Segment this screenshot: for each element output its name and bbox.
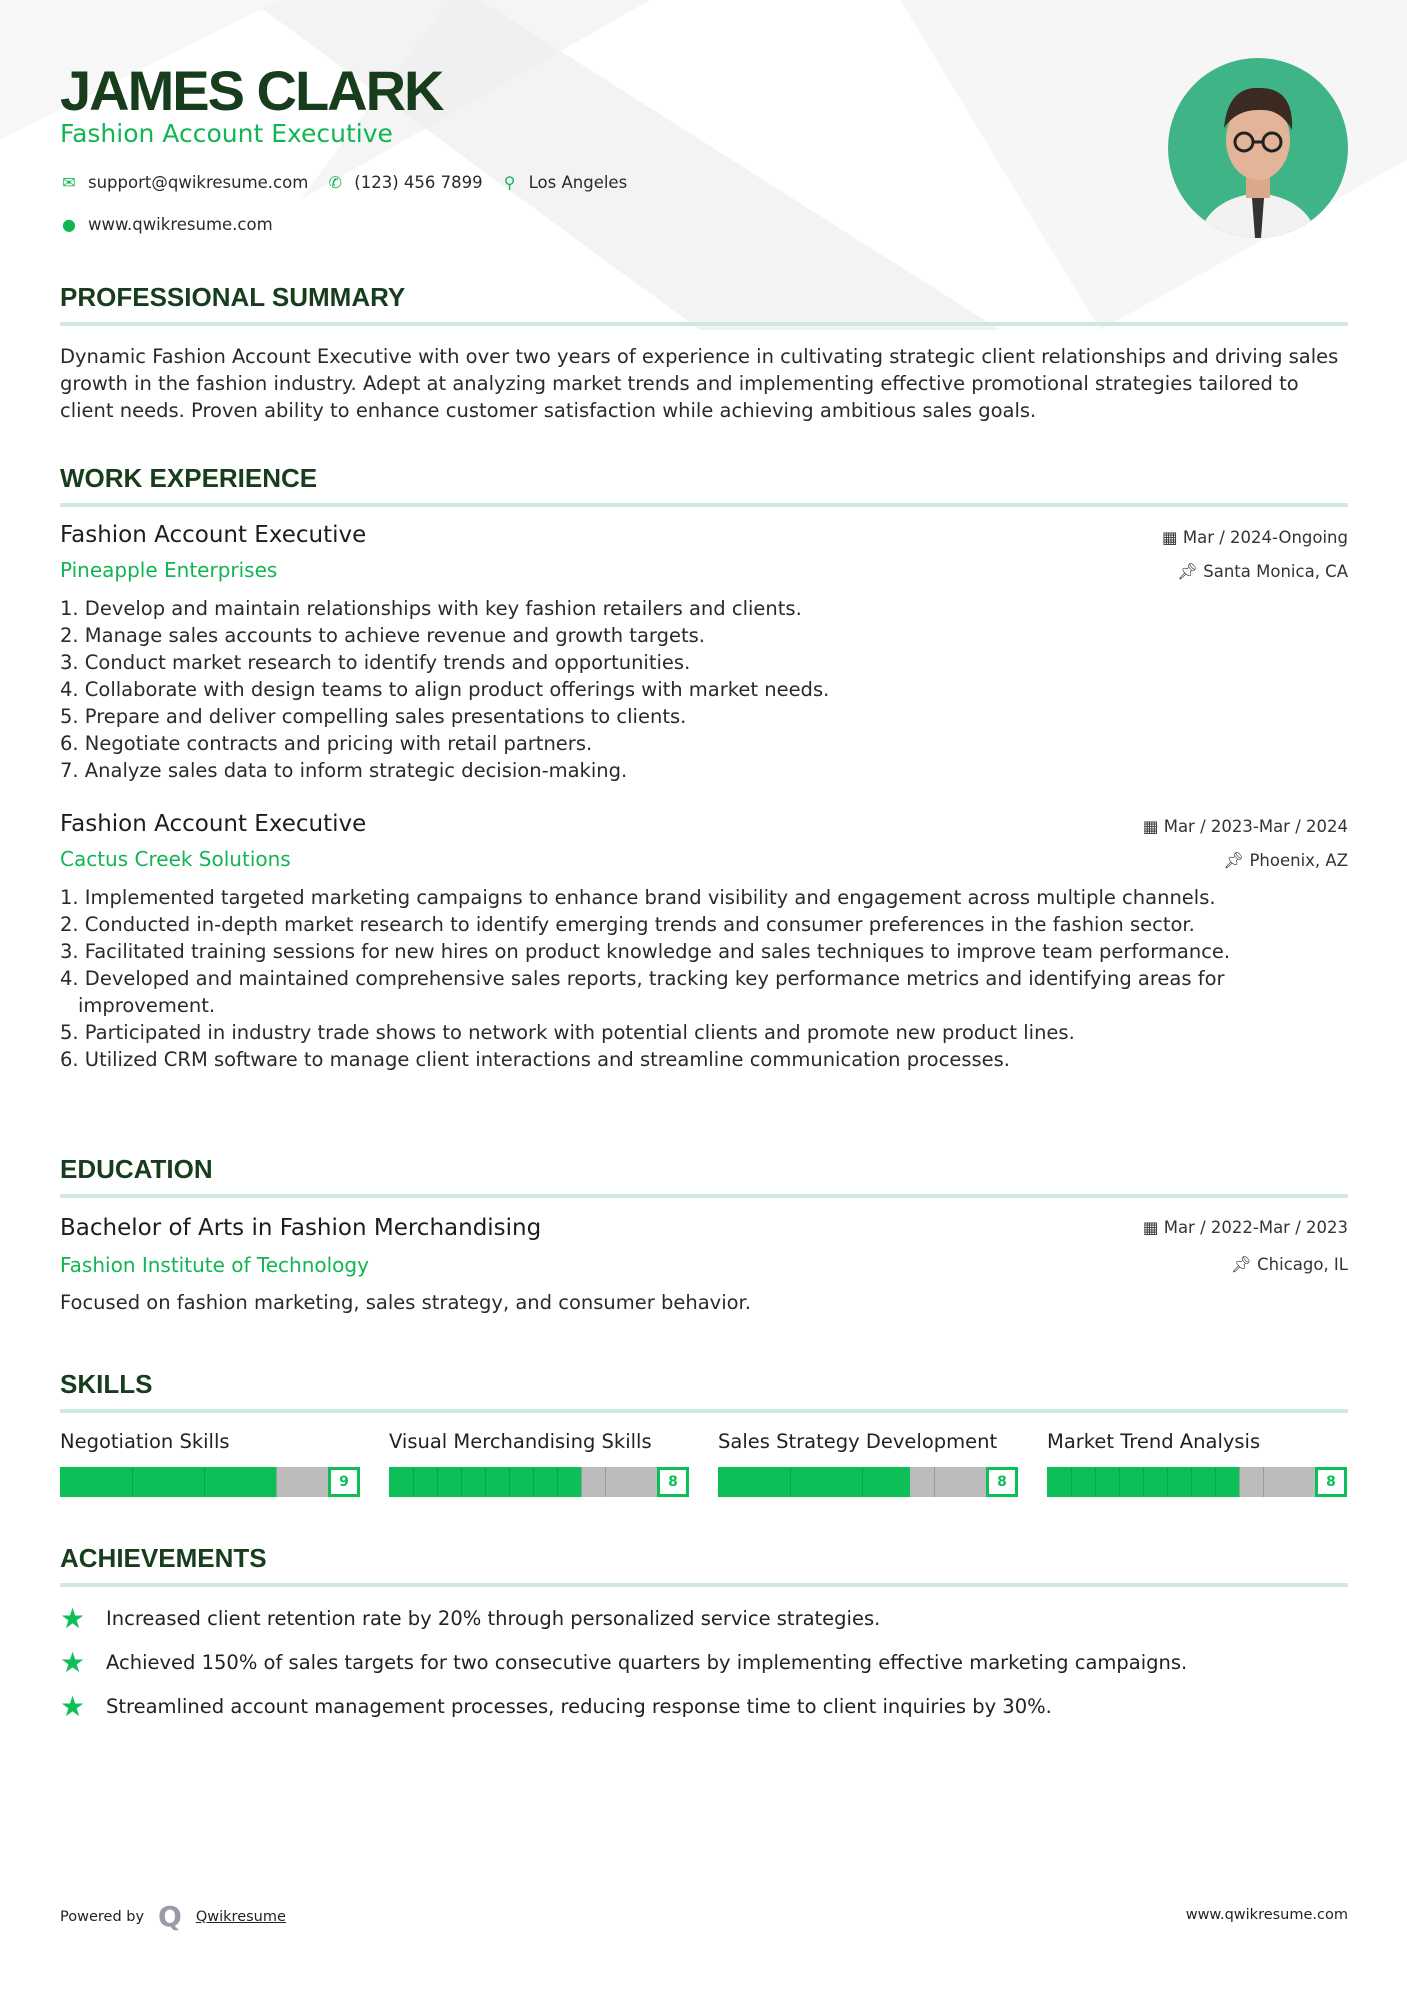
responsibility-list xyxy=(60,595,1348,784)
dates-text: Mar / 2024-Ongoing xyxy=(1182,528,1348,547)
list-item: 3. Conduct market research to identify trends and opportunities. xyxy=(60,651,691,674)
footer-website[interactable]: www.qwikresume.com xyxy=(1185,1907,1348,1923)
skill-bar-segment xyxy=(204,1467,205,1497)
skill-item xyxy=(718,1430,1018,1497)
star-icon: ★ xyxy=(60,1645,86,1679)
list-item: 3. Facilitated training sessions for new hires on product knowledge and sales techniques to improve team performance. xyxy=(60,940,1231,963)
section-divider xyxy=(60,322,1348,326)
education-section xyxy=(60,1154,1348,1198)
skill-bar xyxy=(60,1467,360,1497)
section-divider xyxy=(60,1583,1348,1587)
skill-bar-segment xyxy=(1167,1467,1168,1497)
skills-section xyxy=(60,1369,1348,1413)
skill-bar xyxy=(389,1467,689,1497)
avatar xyxy=(1168,58,1348,238)
skill-bar-segment xyxy=(276,1467,277,1497)
section-divider xyxy=(60,503,1348,507)
skill-level: 8 xyxy=(657,1467,689,1497)
school-name: Fashion Institute of Technology xyxy=(60,1253,369,1277)
skill-bar-segment xyxy=(1071,1467,1072,1497)
skill-bar-segment xyxy=(934,1467,935,1497)
qwikresume-logo-icon: Q xyxy=(158,1900,182,1933)
skill-bar-segment xyxy=(1239,1467,1240,1497)
responsibility-list xyxy=(60,884,1348,1073)
pin-icon: 📌︎ xyxy=(1177,562,1204,581)
calendar-icon: ▦ xyxy=(1162,528,1183,547)
skill-bar-segment xyxy=(581,1467,582,1497)
section-heading: SKILLS xyxy=(60,1369,153,1399)
list-item: 2. Manage sales accounts to achieve revenue and growth targets. xyxy=(60,624,705,647)
skill-name: Negotiation Skills xyxy=(60,1430,230,1453)
experience-section xyxy=(60,463,1348,507)
skill-name: Visual Merchandising Skills xyxy=(389,1430,652,1453)
section-heading: ACHIEVEMENTS xyxy=(60,1543,267,1573)
section-heading: EDUCATION xyxy=(60,1154,213,1184)
job-dates xyxy=(1143,817,1348,836)
job-title: Fashion Account Executive xyxy=(60,522,367,548)
list-item: 4. Collaborate with design teams to align product offerings with market needs. xyxy=(60,678,830,701)
section-heading: WORK EXPERIENCE xyxy=(60,463,318,493)
contact-row xyxy=(60,173,627,192)
skill-name: Market Trend Analysis xyxy=(1047,1430,1261,1453)
email-link[interactable]: support@qwikresume.com xyxy=(88,173,309,192)
skill-bar xyxy=(1047,1467,1347,1497)
company-name: Cactus Creek Solutions xyxy=(60,847,291,871)
achievement-item xyxy=(60,1603,1348,1633)
section-divider xyxy=(60,1194,1348,1198)
achievement-text: Streamlined account management processes, reducing response time to client inquiries by 30%. xyxy=(106,1694,1052,1718)
skill-bar-segment xyxy=(1215,1467,1216,1497)
phone-icon: ✆ xyxy=(328,173,342,192)
list-item: 5. Prepare and deliver compelling sales presentations to clients. xyxy=(60,705,687,728)
calendar-icon: ▦ xyxy=(1142,1218,1164,1237)
job-location xyxy=(1177,562,1348,582)
skill-bar-fill xyxy=(60,1467,276,1497)
skill-bar xyxy=(718,1467,1018,1497)
list-item: 4. Developed and maintained comprehensive sales reports, tracking key performance metrics and identifying areas for improvement. xyxy=(60,967,1225,1017)
summary-section xyxy=(60,282,1348,424)
skill-item xyxy=(1047,1430,1347,1497)
skill-level: 8 xyxy=(986,1467,1018,1497)
job-entry xyxy=(60,811,1348,1073)
candidate-title: Fashion Account Executive xyxy=(60,119,393,148)
location-pin-icon: ⚲ xyxy=(503,173,516,192)
location-text: Chicago, IL xyxy=(1257,1255,1348,1274)
brand-link[interactable]: Qwikresume xyxy=(195,1908,286,1925)
job-title: Fashion Account Executive xyxy=(60,811,367,837)
job-list xyxy=(60,522,1348,1100)
job-dates xyxy=(1162,528,1348,547)
list-item: 6. Utilized CRM software to manage client interactions and streamline communication processes. xyxy=(60,1048,1010,1071)
list-item: 5. Participated in industry trade shows to network with potential clients and promote new product lines. xyxy=(60,1021,1075,1044)
list-item: 1. Develop and maintain relationships with key fashion retailers and clients. xyxy=(60,597,802,620)
skill-bar-segment xyxy=(605,1467,606,1497)
skill-bar-segment xyxy=(1095,1467,1096,1497)
skill-bar-segment xyxy=(790,1467,791,1497)
skill-bar-segment xyxy=(862,1467,863,1497)
achievements-list xyxy=(60,1603,1348,1721)
skill-bar-segment xyxy=(132,1467,133,1497)
skill-level: 9 xyxy=(328,1467,360,1497)
candidate-name: JAMES CLARK xyxy=(60,59,443,122)
achievement-text: Increased client retention rate by 20% through personalized service strategies. xyxy=(106,1606,881,1630)
location-text: Phoenix, AZ xyxy=(1249,851,1348,870)
achievement-item xyxy=(60,1691,1348,1721)
skill-name: Sales Strategy Development xyxy=(718,1430,998,1453)
website-row xyxy=(60,215,273,234)
globe-icon: ● xyxy=(62,215,76,234)
email-icon: ✉ xyxy=(62,173,76,192)
achievement-item xyxy=(60,1647,1348,1677)
achievements-section xyxy=(60,1543,1348,1587)
education-description: Focused on fashion marketing, sales strategy, and consumer behavior. xyxy=(60,1291,751,1314)
skill-item xyxy=(389,1430,689,1497)
phone-text: (123) 456 7899 xyxy=(354,173,483,192)
skill-bar-segment xyxy=(485,1467,486,1497)
footer-powered xyxy=(60,1900,286,1933)
skill-bar-segment xyxy=(437,1467,438,1497)
job-location xyxy=(1223,851,1348,871)
list-item: 6. Negotiate contracts and pricing with retail partners. xyxy=(60,732,593,755)
section-heading: PROFESSIONAL SUMMARY xyxy=(60,282,406,312)
dates-text: Mar / 2023-Mar / 2024 xyxy=(1163,817,1348,836)
pin-icon: 📌︎ xyxy=(1230,1255,1258,1274)
skill-bar-segment xyxy=(413,1467,414,1497)
website-link[interactable]: www.qwikresume.com xyxy=(88,215,273,234)
location-text: Los Angeles xyxy=(528,173,628,192)
list-item: 2. Conducted in-depth market research to identify emerging trends and consumer preferences in the fashion sector. xyxy=(60,913,1195,936)
skill-bar-segment xyxy=(1263,1467,1264,1497)
powered-by-text: Powered by xyxy=(60,1908,145,1925)
achievement-text: Achieved 150% of sales targets for two consecutive quarters by implementing effective marketing campaigns. xyxy=(106,1650,1188,1674)
skill-bar-segment xyxy=(557,1467,558,1497)
list-item: 1. Implemented targeted marketing campaigns to enhance brand visibility and engagement across multiple channels. xyxy=(60,886,1216,909)
skill-bar-fill xyxy=(718,1467,910,1497)
job-entry xyxy=(60,522,1348,784)
dates-text: Mar / 2022-Mar / 2023 xyxy=(1163,1218,1348,1237)
skill-bar-segment xyxy=(461,1467,462,1497)
education-dates xyxy=(1143,1218,1348,1237)
star-icon: ★ xyxy=(60,1601,86,1635)
skill-bar-segment xyxy=(1119,1467,1120,1497)
calendar-icon: ▦ xyxy=(1142,817,1164,836)
degree-title: Bachelor of Arts in Fashion Merchandising xyxy=(60,1215,542,1241)
section-divider xyxy=(60,1409,1348,1413)
pin-icon: 📌︎ xyxy=(1223,851,1250,870)
list-item: 7. Analyze sales data to inform strategic decision-making. xyxy=(60,759,628,782)
education-location xyxy=(1231,1255,1348,1275)
skill-bar-segment xyxy=(1143,1467,1144,1497)
skill-item xyxy=(60,1430,360,1497)
skill-bar-segment xyxy=(533,1467,534,1497)
skills-list xyxy=(60,1430,1348,1497)
skill-bar-segment xyxy=(1191,1467,1192,1497)
location-text: Santa Monica, CA xyxy=(1203,562,1348,581)
summary-text: Dynamic Fashion Account Executive with over two years of experience in cultivating strategic client relationships and driving sales growth in the fashion industry. Adept at analyzing market trends and implementing effective promotional strategies tailored to client needs. Proven ability to enhance customer satisfaction while achieving ambitious sales goals. xyxy=(60,345,1339,422)
skill-bar-segment xyxy=(509,1467,510,1497)
skill-level: 8 xyxy=(1315,1467,1347,1497)
company-name: Pineapple Enterprises xyxy=(60,558,278,582)
star-icon: ★ xyxy=(60,1689,86,1723)
